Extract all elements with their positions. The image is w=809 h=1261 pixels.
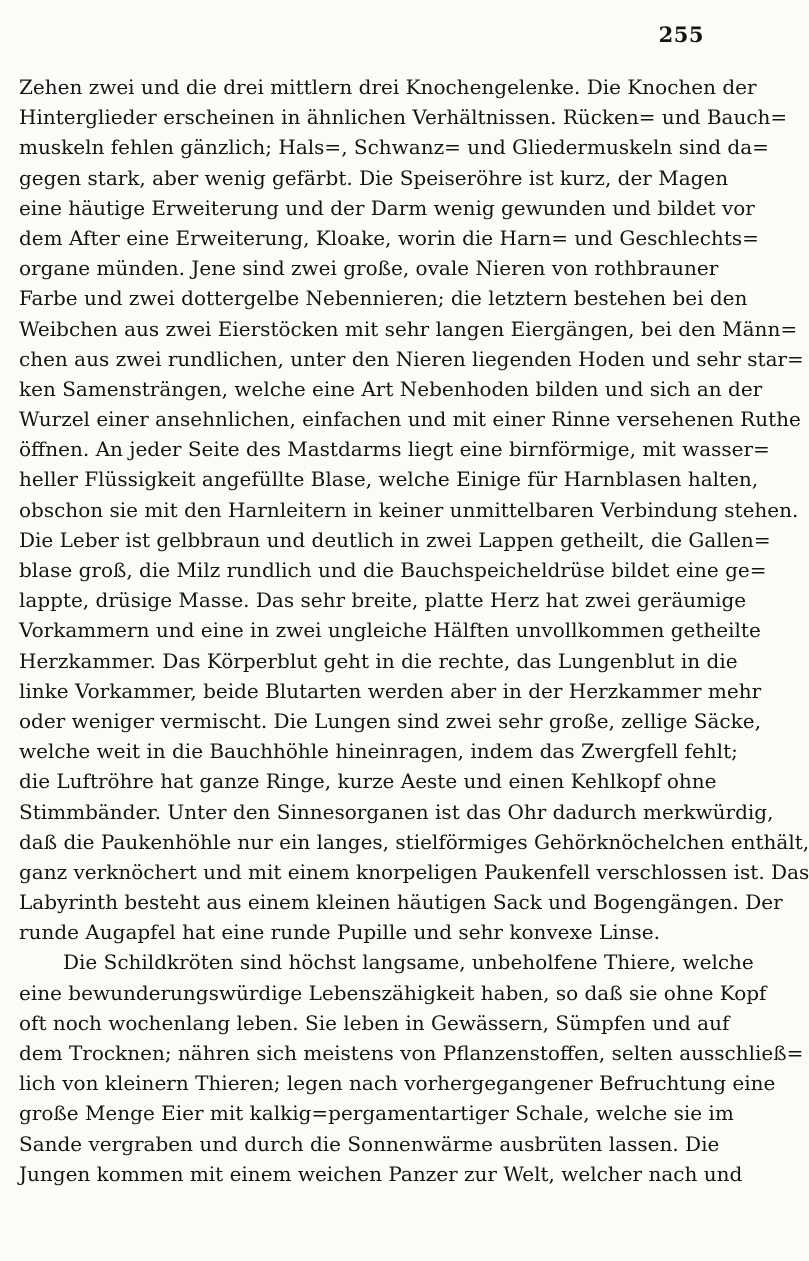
text-line: organe münden. Jene sind zwei große, ovale Nieren von rothbrauner [19,256,719,281]
text-line: daß die Paukenhöhle nur ein langes, stielförmiges Gehörknöchelchen enthält, [19,829,809,854]
text-line: eine bewunderungswürdige Lebenszähigkeit haben, so daß sie ohne Kopf [19,980,767,1005]
page-number: 255 [658,22,704,47]
paragraph-behavior [19,947,804,1189]
text-line: oft noch wochenlang leben. Sie leben in Gewässern, Sümpfen und auf [19,1010,730,1035]
text-line: Herzkammer. Das Körperblut geht in die rechte, das Lungenblut in die [19,648,738,673]
text-line: heller Flüssigkeit angefüllte Blase, welche Einige für Harnblasen halten, [19,467,759,492]
text-line: die Luftröhre hat ganze Ringe, kurze Aeste und einen Kehlkopf ohne [19,769,717,794]
text-line: blase groß, die Milz rundlich und die Bauchspeicheldrüse bildet eine ge= [19,558,767,582]
text-line: chen aus zwei rundlichen, unter den Nieren liegenden Hoden und sehr star= [19,346,804,371]
text-line: Zehen zwei und die drei mittlern drei Knochengelenke. Die Knochen der [19,75,757,99]
text-line: Sande vergraben und durch die Sonnenwärme ausbrüten lassen. Die [19,1131,720,1156]
text-line: Farbe und zwei dottergelbe Nebennieren; die letztern bestehen bei den [19,286,748,311]
text-line: ken Samensträngen, welche eine Art Nebenhoden bilden und sich an der [19,376,763,401]
text-line: gegen stark, aber wenig gefärbt. Die Speiseröhre ist kurz, der Magen [19,165,729,190]
text-line: Vorkammern und eine in zwei ungleiche Hälften unvollkommen getheilte [19,618,761,643]
text-line: Jungen kommen mit einem weichen Panzer zur Welt, welcher nach und [19,1161,743,1186]
text-line: linke Vorkammer, beide Blutarten werden aber in der Herzkammer mehr [19,678,762,703]
text-line: muskeln fehlen gänzlich; Hals=, Schwanz= und Gliedermuskeln sind da= [19,135,769,160]
body-text [19,72,809,1189]
text-line: Weibchen aus zwei Eierstöcken mit sehr langen Eiergängen, bei den Männ= [19,316,798,341]
text-line: Labyrinth besteht aus einem kleinen häutigen Sack und Bogengängen. Der [19,890,783,915]
text-line: große Menge Eier mit kalkig=pergamentartiger Schale, welche sie im [19,1101,734,1126]
text-line: welche weit in die Bauchhöhle hineinragen, indem das Zwergfell fehlt; [19,739,738,764]
text-line: ganz verknöchert und mit einem knorpeligen Paukenfell verschlossen ist. Das [19,859,809,884]
text-line: Die Leber ist gelbbraun und deutlich in zwei Lappen getheilt, die Gallen= [19,527,771,552]
text-line: dem Trocknen; nähren sich meistens von Pflanzenstoffen, selten ausschließ= [19,1041,804,1065]
text-line: runde Augapfel hat eine runde Pupille und sehr konvexe Linse. [19,920,660,945]
text-line: eine häutige Erweiterung und der Darm wenig gewunden und bildet vor [19,195,755,220]
text-line: öffnen. An jeder Seite des Mastdarms liegt eine birnförmige, mit wasser= [19,437,770,462]
text-line: dem After eine Erweiterung, Kloake, worin die Harn= und Geschlechts= [19,225,759,250]
text-line: lich von kleinern Thieren; legen nach vorhergegangener Befruchtung eine [19,1071,776,1096]
paragraph-anatomy [19,72,809,947]
text-line: Die Schildkröten sind höchst langsame, unbeholfene Thiere, welche [63,950,754,975]
text-line: oder weniger vermischt. Die Lungen sind zwei sehr große, zellige Säcke, [19,708,761,733]
text-line: lappte, drüsige Masse. Das sehr breite, platte Herz hat zwei geräumige [19,588,747,613]
text-line: obschon sie mit den Harnleitern in keiner unmittelbaren Verbindung stehen. [19,497,799,522]
text-line: Hinterglieder erscheinen in ähnlichen Verhältnissen. Rücken= und Bauch= [19,105,788,130]
text-line: Stimmbänder. Unter den Sinnesorganen ist das Ohr dadurch merkwürdig, [19,799,774,824]
text-line: Wurzel einer ansehnlichen, einfachen und mit einer Rinne versehenen Ruthe [19,407,801,432]
